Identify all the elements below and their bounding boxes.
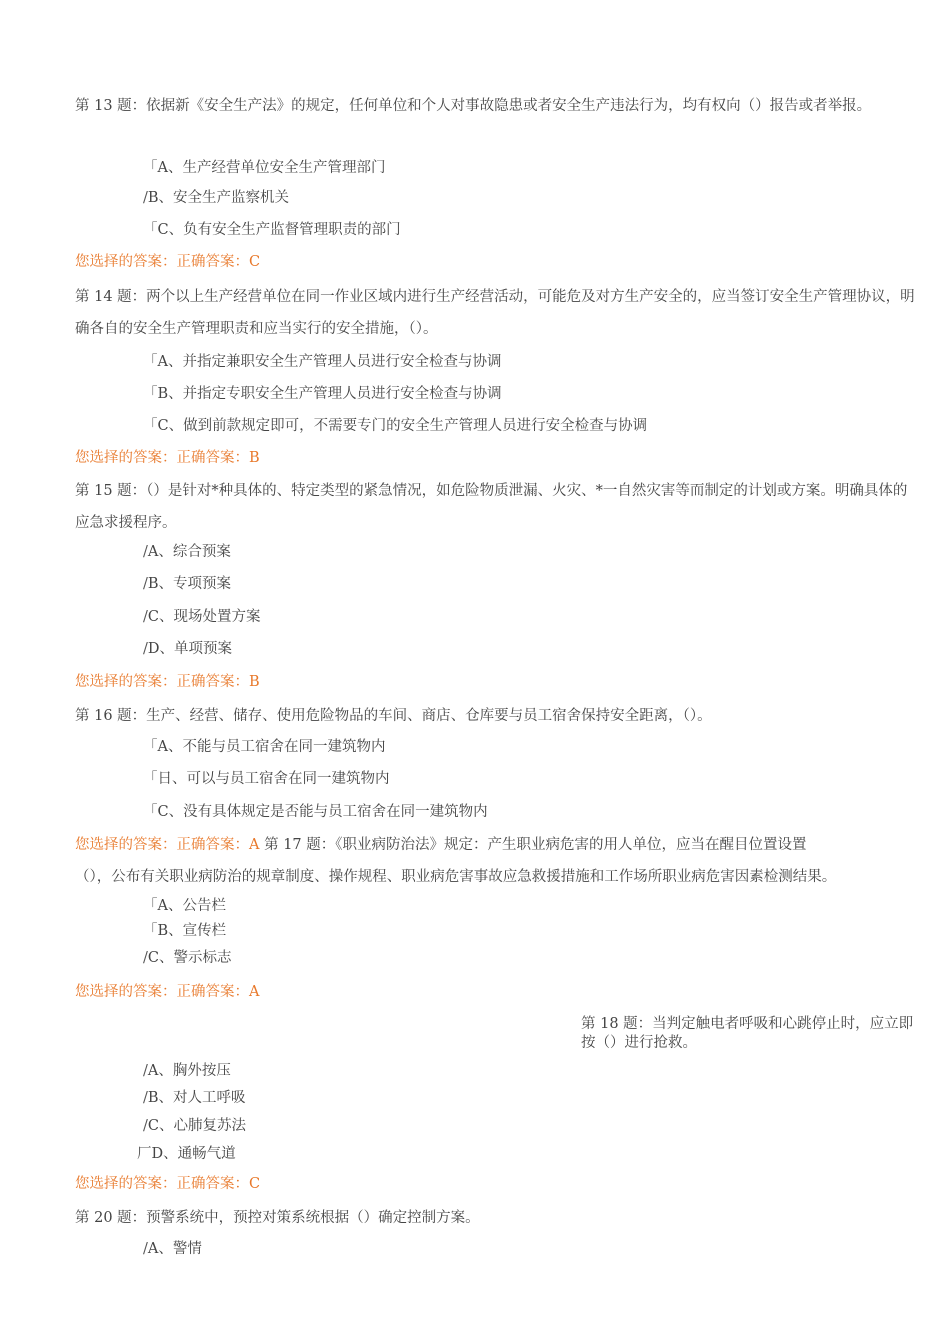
option-label: A、不能与员工宿舍在同一建筑物内: [157, 739, 386, 755]
q13-option-a[interactable]: [143, 157, 385, 179]
option-label: B、对人工呼吸: [147, 1090, 246, 1106]
option-label: A、综合预案: [147, 544, 231, 560]
option-marker: /: [143, 641, 148, 657]
option-marker: 「: [143, 354, 158, 370]
option-marker: 「: [143, 923, 158, 939]
option-marker: 「: [143, 222, 158, 238]
option-marker: 「: [143, 386, 158, 402]
option-label: C、警示标志: [147, 950, 232, 966]
q14-option-b[interactable]: [143, 383, 502, 405]
option-marker: /: [143, 1090, 148, 1106]
option-label: B、宣传栏: [157, 923, 227, 939]
question-14-text: 第 14 题：两个以上生产经营单位在同一作业区域内进行生产经营活动，可能危及对方生产安全的，应当签订安全生产管理协议，明确各自的安全生产管理职责和应当实行的安全措施，（）。: [75, 289, 915, 337]
q16-option-c[interactable]: [143, 801, 488, 823]
question-17-text-cont: （），公布有关职业病防治的规章制度、操作规程、职业病危害事故应急救援措施和工作场所职业病危害因素检测结果。: [75, 869, 837, 885]
q15-option-b[interactable]: [143, 573, 231, 595]
option-label: C、现场处置方案: [147, 609, 261, 625]
option-label: C、心肺复苏法: [147, 1118, 246, 1134]
option-label: A、胸外按压: [147, 1063, 231, 1079]
option-marker: /: [143, 190, 148, 206]
q15-option-d[interactable]: [143, 638, 232, 660]
q18-answer: 您选择的答案：正确答案：C: [75, 1176, 261, 1192]
q17-answer: 您选择的答案：正确答案：A: [75, 984, 260, 1000]
question-20-text: 第 20 题：预警系统中，预控对策系统根据（）确定控制方案。: [75, 1210, 480, 1226]
option-marker: /: [143, 1063, 148, 1079]
q16-answer-q17-line: [75, 834, 807, 856]
option-label: C、做到前款规定即可，不需要专门的安全生产管理人员进行安全检查与协调: [157, 418, 648, 434]
option-label: C、负有安全生产监督管理职责的部门: [157, 222, 401, 238]
q18-option-d[interactable]: [137, 1143, 236, 1165]
q17-option-b[interactable]: [143, 920, 226, 942]
question-17-text: 第 17 题：《职业病防治法》规定：产生职业病危害的用人单位，应当在醒目位置设置: [259, 837, 807, 853]
option-marker: 「: [143, 739, 158, 755]
option-label: B、专项预案: [147, 576, 232, 592]
q16-option-b[interactable]: [143, 768, 390, 790]
option-label: B、并指定专职安全生产管理人员进行安全检查与协调: [157, 386, 502, 402]
option-label: D、单项预案: [147, 641, 233, 657]
q17-option-c[interactable]: [143, 947, 232, 969]
question-13-text: 第 13 题：依据新《安全生产法》的规定，任何单位和个人对事故隐患或者安全生产违法行为，均有权向（）报告或者举报。: [75, 98, 872, 114]
option-marker: /: [143, 609, 148, 625]
q16-option-a[interactable]: [143, 736, 385, 758]
option-marker: /: [143, 576, 148, 592]
option-label: A、并指定兼职安全生产管理人员进行安全检查与协调: [157, 354, 502, 370]
q17-option-a[interactable]: [143, 895, 226, 917]
q16-answer: 您选择的答案：正确答案：A: [75, 837, 260, 853]
option-label: D、通畅气道: [151, 1146, 236, 1162]
option-label: C、没有具体规定是否能与员工宿舍在同一建筑物内: [157, 804, 488, 820]
q15-option-a[interactable]: [143, 541, 231, 563]
q18-option-c[interactable]: [143, 1115, 246, 1137]
q14-option-a[interactable]: [143, 351, 501, 373]
q18-option-b[interactable]: [143, 1087, 246, 1109]
q14-option-c[interactable]: [143, 415, 647, 437]
option-label: B、安全生产监察机关: [147, 190, 290, 206]
option-marker: /: [143, 950, 148, 966]
option-marker: 「: [143, 418, 158, 434]
question-18-text: 第 18 题：当判定触电者呼吸和心跳停止时，应立即按（）进行抢救。: [581, 1016, 914, 1051]
option-marker: /: [143, 1118, 148, 1134]
q15-answer: 您选择的答案：正确答案：B: [75, 674, 260, 690]
option-label: 日、可以与员工宿舍在同一建筑物内: [157, 771, 390, 787]
q15-option-c[interactable]: [143, 606, 261, 628]
option-marker: 厂: [137, 1146, 152, 1162]
q18-option-a[interactable]: [143, 1060, 231, 1082]
option-marker: 「: [143, 898, 158, 914]
question-15-text: 第 15 题：（）是针对*种具体的、特定类型的紧急情况，如危险物质泄漏、火灾、*一自然灾害等而制定的计划或方案。明确具体的应急求援程序。: [75, 483, 908, 531]
option-marker: /: [143, 1241, 148, 1257]
option-marker: /: [143, 544, 148, 560]
q13-answer: 您选择的答案：正确答案：C: [75, 254, 261, 270]
option-label: A、警情: [147, 1241, 202, 1257]
option-marker: 「: [143, 771, 158, 787]
option-marker: 「: [143, 160, 158, 176]
q13-option-c[interactable]: [143, 219, 401, 241]
option-label: A、生产经营单位安全生产管理部门: [157, 160, 386, 176]
option-marker: 「: [143, 804, 158, 820]
q14-answer: 您选择的答案：正确答案：B: [75, 450, 260, 466]
q20-option-a[interactable]: [143, 1238, 202, 1260]
q13-option-b[interactable]: [143, 187, 289, 209]
option-label: A、公告栏: [157, 898, 226, 914]
question-16-text: 第 16 题：生产、经营、储存、使用危险物品的车间、商店、仓库要与员工宿舍保持安全距离，（）。: [75, 708, 712, 724]
